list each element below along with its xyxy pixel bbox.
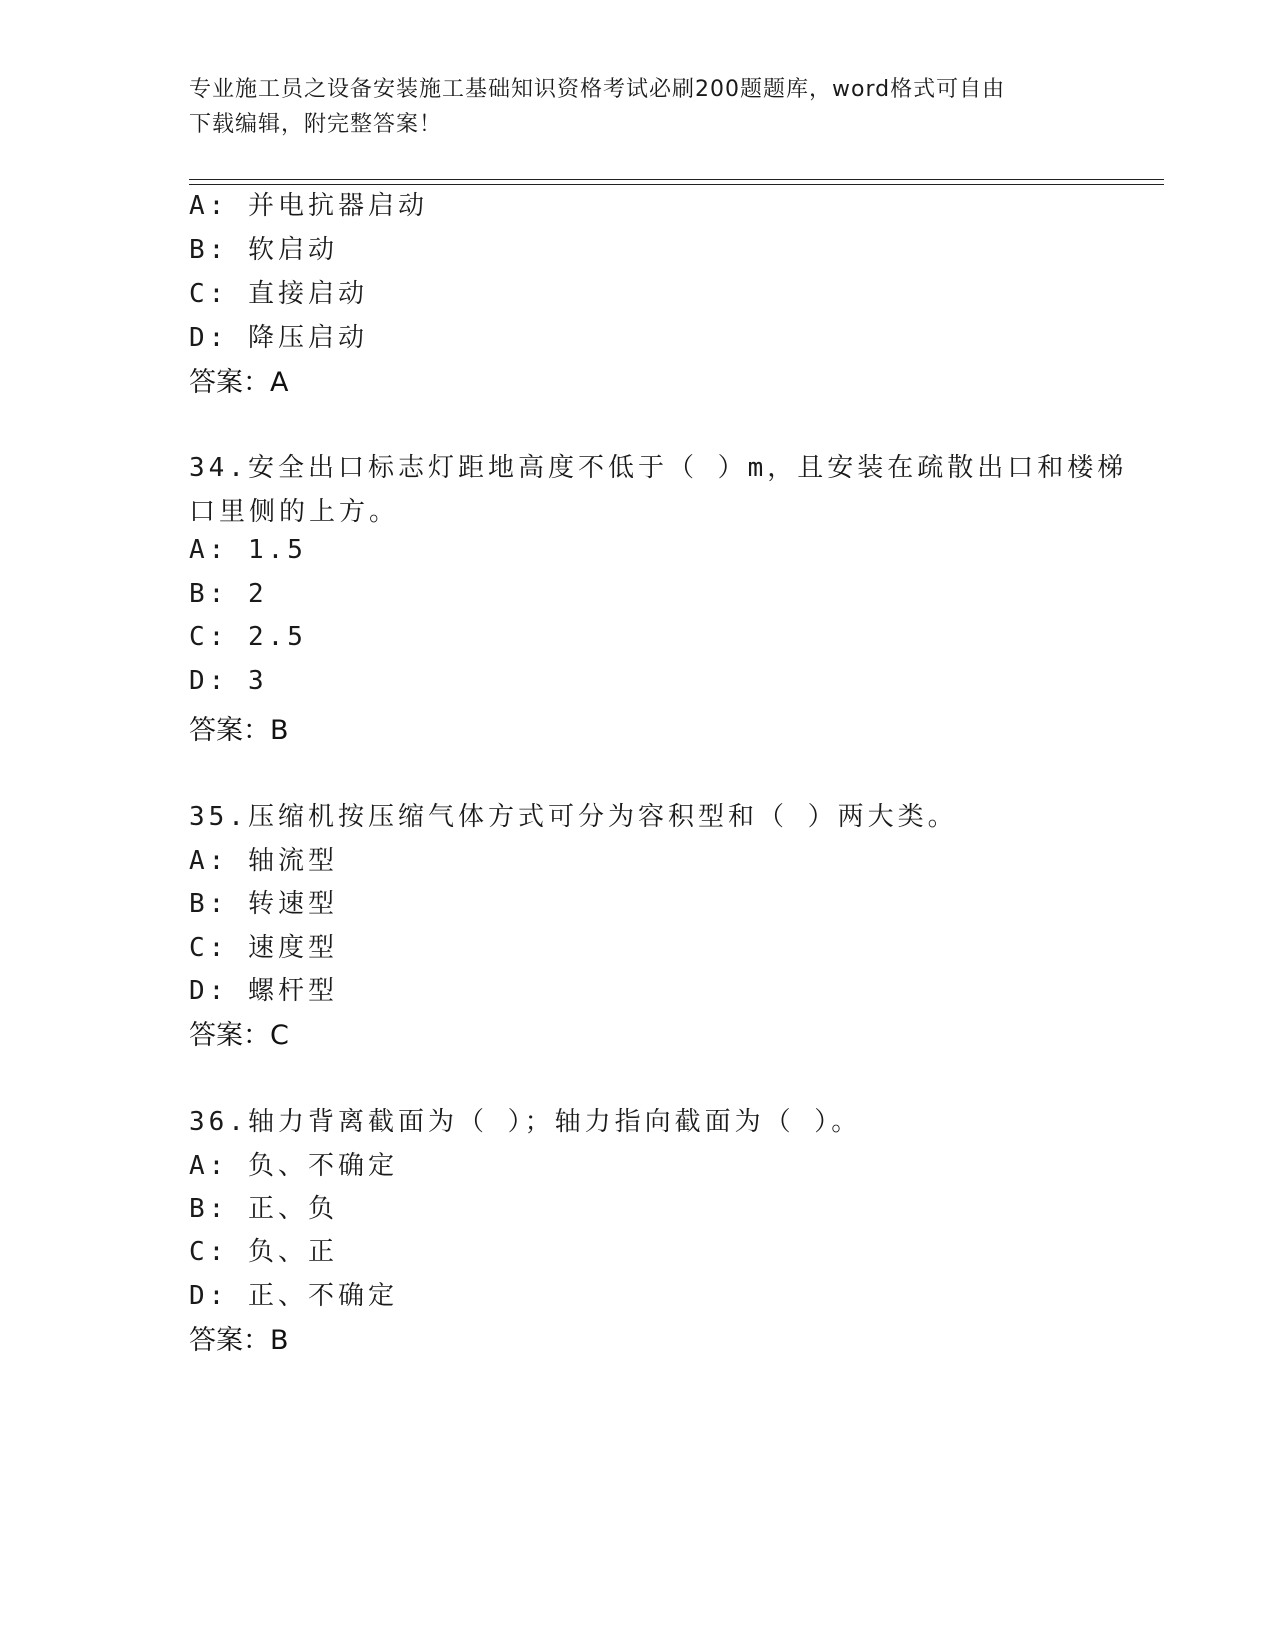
prev-option-c: C: 直接启动: [189, 279, 368, 309]
header-divider-top: [189, 179, 1164, 180]
prev-option-a: A: 并电抗器启动: [189, 191, 428, 221]
q36-stem-line-1: 36.轴力背离截面为（ ）；轴力指向截面为（ ）。: [189, 1107, 862, 1137]
q36-answer: 答案：B: [189, 1325, 289, 1356]
header-line-1: 专业施工员之设备安装施工基础知识资格考试必刷200题题库，word格式可自由: [189, 77, 1006, 102]
q36-option-b: B: 正、负: [189, 1194, 338, 1224]
q34-option-a: A: 1.5: [189, 535, 307, 565]
q36-option-c: C: 负、正: [189, 1237, 338, 1267]
q35-stem-line-1: 35.压缩机按压缩气体方式可分为容积型和（ ）两大类。: [189, 802, 958, 832]
q34-stem-line-2: 口里侧的上方。: [189, 497, 400, 527]
prev-option-d: D: 降压启动: [189, 323, 368, 353]
q34-option-b: B: 2: [189, 579, 268, 609]
q34-option-c: C: 2.5: [189, 622, 307, 652]
q36-option-d: D: 正、不确定: [189, 1281, 398, 1311]
header-line-2: 下载编辑，附完整答案！: [189, 112, 443, 137]
q35-option-a: A: 轴流型: [189, 846, 338, 876]
q36-option-a: A: 负、不确定: [189, 1151, 398, 1181]
q34-option-d: D: 3: [189, 666, 268, 696]
document-header: [189, 72, 1089, 142]
prev-option-b: B: 软启动: [189, 235, 338, 265]
prev-answer: 答案：A: [189, 367, 289, 398]
q35-answer: 答案：C: [189, 1020, 289, 1051]
q34-stem-line-1: 34.安全出口标志灯距地高度不低于（ ）m，且安装在疏散出口和楼梯: [189, 453, 1128, 483]
q35-option-c: C: 速度型: [189, 933, 338, 963]
q34-answer: 答案：B: [189, 715, 289, 746]
q35-option-b: B: 转速型: [189, 889, 338, 919]
q35-option-d: D: 螺杆型: [189, 976, 338, 1006]
